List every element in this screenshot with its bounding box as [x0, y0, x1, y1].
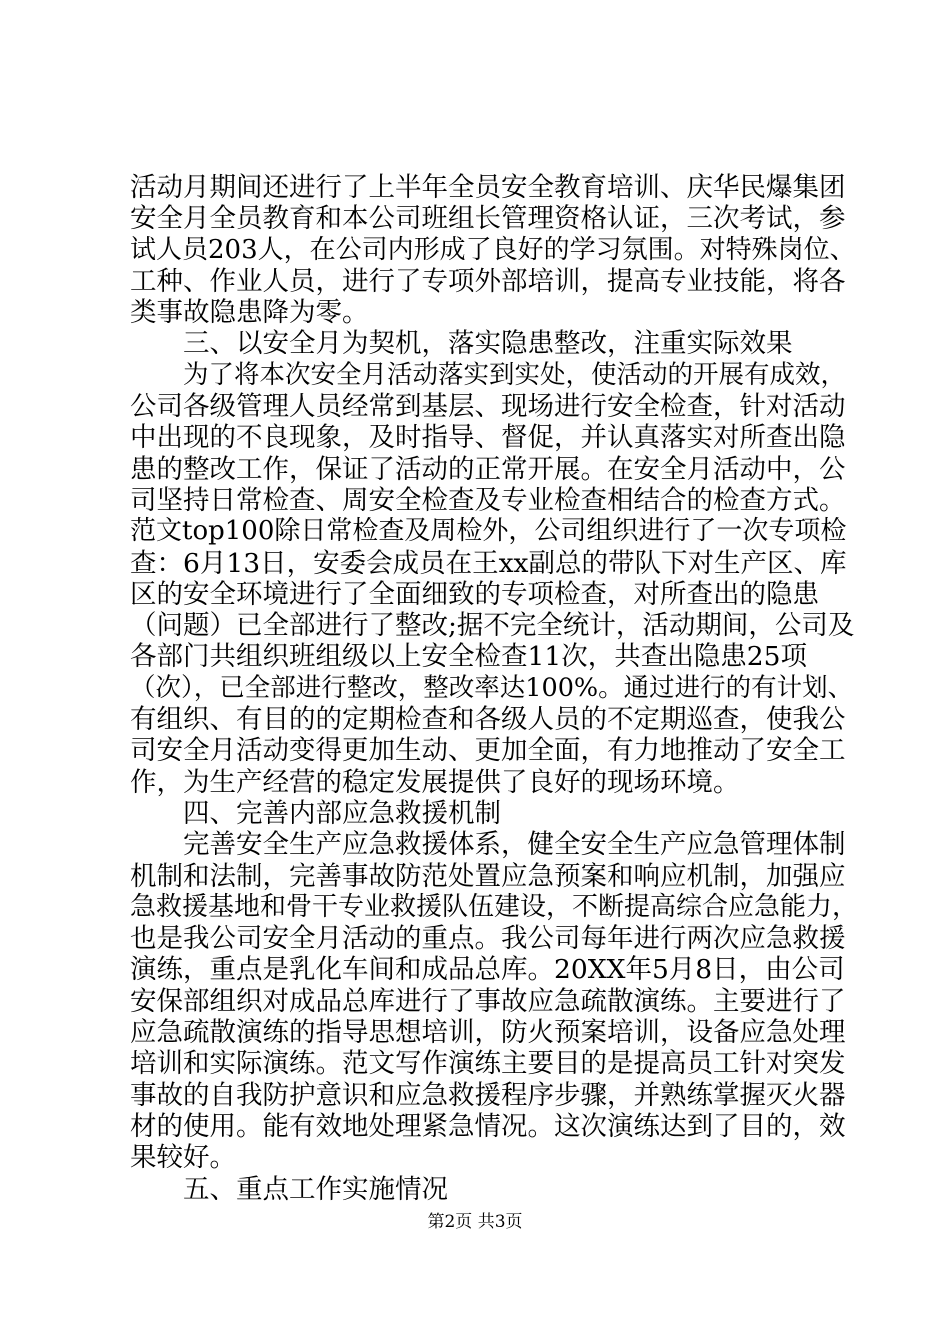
- body-line: 类事故隐患降为零。: [130, 297, 369, 329]
- body-line: 安全月全员教育和本公司班组长管理资格认证，三次考试，参: [130, 203, 846, 235]
- body-line: （次），已全部进行整改，整改率达100%。通过进行的有计划、: [130, 672, 854, 703]
- page-number: 第2页 共3页: [427, 1212, 523, 1232]
- body-line: 机制和法制，完善事故防范处置应急预案和响应机制，加强应: [130, 860, 846, 892]
- body-line: 活动月期间还进行了上半年全员安全教育培训、庆华民爆集团: [130, 172, 846, 203]
- body-line: 作，为生产经营的稳定发展提供了良好的现场环境。: [130, 766, 740, 798]
- body-line: 四、完善内部应急救援机制: [183, 797, 501, 829]
- body-line: 工种、作业人员，进行了专项外部培训，提高专业技能，将各: [130, 265, 846, 297]
- body-line: 司安全月活动变得更加生动、更加全面，有力地推动了安全工: [130, 735, 846, 767]
- body-line: 也是我公司安全月活动的重点。我公司每年进行两次应急救援: [130, 923, 846, 955]
- body-line: 果较好。: [130, 1142, 236, 1174]
- body-line: 应急疏散演练的指导思想培训，防火预案培训，设备应急处理: [130, 1017, 846, 1049]
- body-line: 三、以安全月为契机，落实隐患整改，注重实际效果: [183, 328, 793, 360]
- body-line: 安保部组织对成品总库进行了事故应急疏散演练。主要进行了: [130, 985, 846, 1017]
- document-body: [130, 172, 858, 1205]
- body-line: 五、重点工作实施情况: [183, 1173, 448, 1205]
- body-line: 培训和实际演练。范文写作演练主要目的是提高员工针对突发: [130, 1048, 846, 1080]
- body-line: 公司各级管理人员经常到基层、现场进行安全检查，针对活动: [130, 391, 846, 423]
- body-line: 有组织、有目的的定期检查和各级人员的不定期巡查，使我公: [130, 704, 846, 736]
- body-line: 患的整改工作，保证了活动的正常开展。在安全月活动中，公: [130, 453, 846, 485]
- body-line: 演练，重点是乳化车间和成品总库。20XX年5月8日，由公司: [130, 954, 845, 986]
- body-line: 试人员203人，在公司内形成了良好的学习氛围。对特殊岗位、: [130, 234, 856, 265]
- body-line: 司坚持日常检查、周安全检查及专业检查相结合的检查方式。: [130, 484, 846, 516]
- page-footer: [0, 1211, 950, 1233]
- body-line: 中出现的不良现象，及时指导、督促，并认真落实对所查出隐: [130, 422, 846, 454]
- body-line: 各部门共组织班组级以上安全检查11次，共查出隐患25项: [130, 641, 807, 673]
- body-line: 完善安全生产应急救援体系，健全安全生产应急管理体制: [183, 829, 846, 861]
- body-line: 急救援基地和骨干专业救援队伍建设，不断提高综合应急能力，: [130, 891, 859, 922]
- body-line: 范文top100除日常检查及周检外，公司组织进行了一次专项检: [130, 516, 847, 547]
- body-line: 事故的自我防护意识和应急救援程序步骤，并熟练掌握灭火器: [130, 1079, 846, 1111]
- body-line: （问题）已全部进行了整改;据不完全统计，活动期间，公司及: [130, 610, 855, 642]
- body-line: 区的安全环境进行了全面细致的专项检查，对所查出的隐患: [130, 578, 819, 610]
- body-line: 材的使用。能有效地处理紧急情况。这次演练达到了目的，效: [130, 1110, 846, 1142]
- body-line: 查：6月13日，安委会成员在王xx副总的带队下对生产区、库: [130, 547, 847, 579]
- body-line: 为了将本次安全月活动落实到实处，使活动的开展有成效，: [183, 359, 847, 390]
